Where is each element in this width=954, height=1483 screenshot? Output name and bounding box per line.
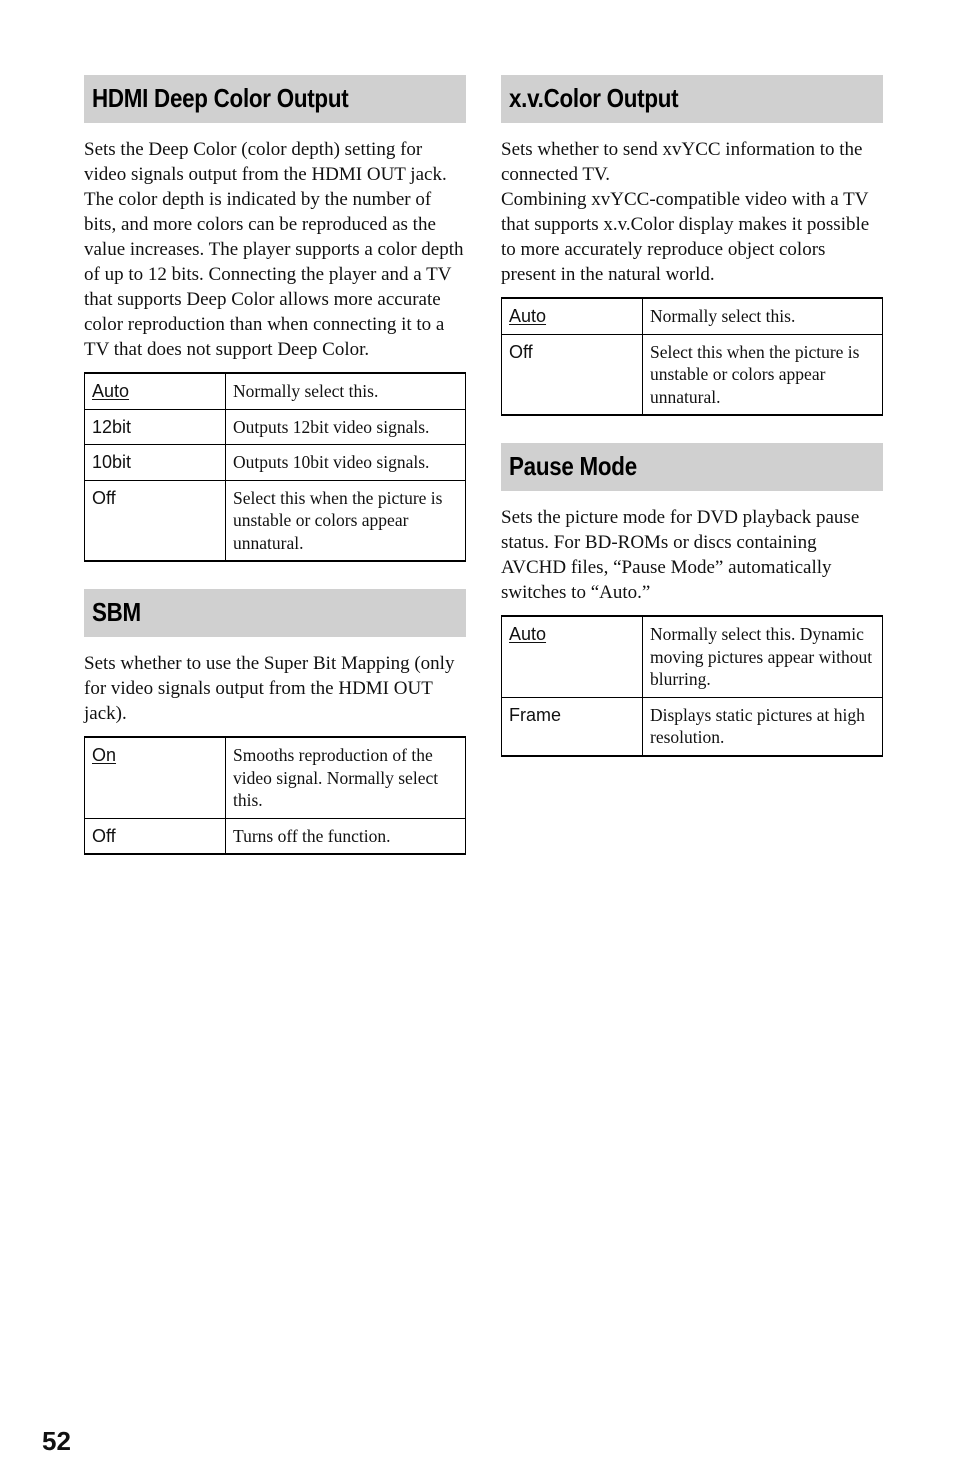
description-paragraph: Combining xvYCC-compatible video with a TV that supports x.v.Color display makes it possible to more accurately reproduce object colors present in the natural world. [501,189,870,285]
options-table [501,297,883,416]
option-key-cell [85,737,226,818]
option-description: Turns off the function. [226,818,466,854]
option-key: Off [502,334,643,415]
section-heading [501,443,883,491]
table-row [502,334,883,415]
table-row [85,373,466,409]
page-number: 52 [42,1426,71,1456]
options-table [84,372,466,562]
option-description: Normally select this. [643,298,883,334]
option-description: Outputs 12bit video signals. [226,409,466,445]
pause-mode-section [501,443,883,757]
section-title: HDMI Deep Color Output [92,83,349,113]
table-row [85,818,466,854]
option-key: 10bit [85,445,226,481]
table-row [502,616,883,697]
table-row [85,409,466,445]
default-option-label: On [92,745,117,765]
description-paragraph: Sets the Deep Color (color depth) setting for video signals output from the HDMI OUT jack. [84,139,447,185]
option-key-cell [502,616,643,697]
left-column [84,75,466,882]
option-key: Frame [502,697,643,756]
section-heading [84,589,466,637]
option-description: Select this when the picture is unstable or colors appear unnatural. [643,334,883,415]
option-key: Off [85,480,226,561]
xvcolor-section [501,75,883,416]
section-title: Pause Mode [509,451,637,481]
section-title: SBM [92,597,141,627]
table-row [85,737,466,818]
option-key: Off [85,818,226,854]
options-table [501,615,883,757]
default-option-label: Auto [509,624,547,644]
section-heading [84,75,466,123]
description-paragraph: Sets the picture mode for DVD playback pause status. For BD-ROMs or discs containing AVCHD files, “Pause Mode” automatically switches to “Auto.” [501,507,860,603]
option-description: Smooths reproduction of the video signal. Normally select this. [226,737,466,818]
option-description: Normally select this. Dynamic moving pictures appear without blurring. [643,616,883,697]
option-key: 12bit [85,409,226,445]
description-paragraph: Sets whether to use the Super Bit Mapping (only for video signals output from the HDMI OUT jack). [84,653,455,724]
hdmi-deep-color-section [84,75,466,562]
table-row [85,480,466,561]
option-description: Displays static pictures at high resolution. [643,697,883,756]
option-description: Outputs 10bit video signals. [226,445,466,481]
description-paragraph: Sets whether to send xvYCC information to the connected TV. [501,139,863,185]
table-row [502,697,883,756]
default-option-label: Auto [92,381,130,401]
right-column [501,75,883,784]
section-title: x.v.Color Output [509,83,679,113]
default-option-label: Auto [509,306,547,326]
description-paragraph: The color depth is indicated by the number of bits, and more colors can be reproduced as the value increases. The player supports a color depth of up to 12 bits. Connecting the player and a TV that supports Deep Color allows more accurate color reproduction than when connecting it to a TV that does not support Deep Color. [84,189,464,360]
table-row [85,445,466,481]
sbm-section [84,589,466,855]
options-table [84,736,466,855]
section-heading [501,75,883,123]
option-description: Select this when the picture is unstable or colors appear unnatural. [226,480,466,561]
option-key-cell [85,373,226,409]
option-description: Normally select this. [226,373,466,409]
option-key-cell [502,298,643,334]
table-row [502,298,883,334]
